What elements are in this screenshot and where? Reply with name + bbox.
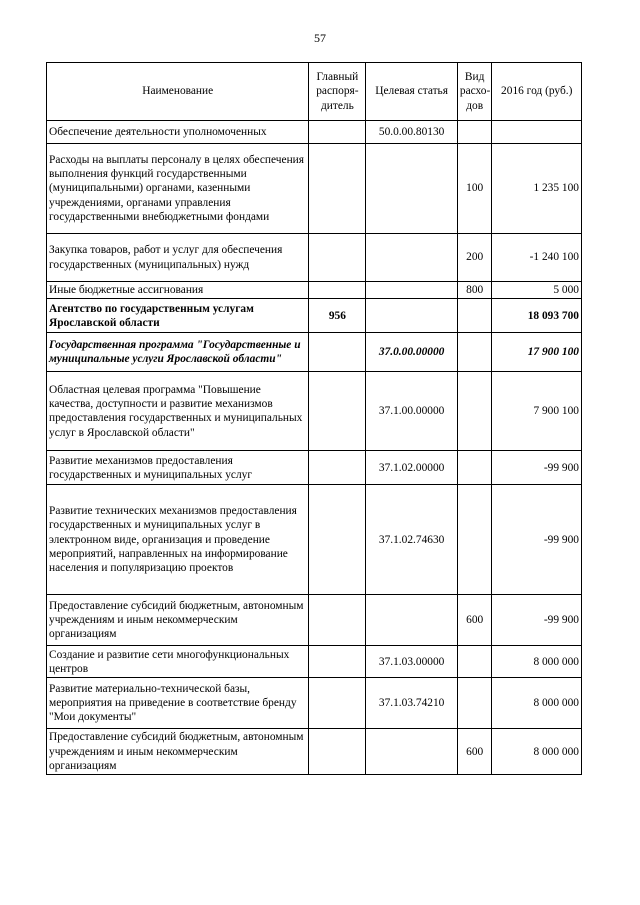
row-expense-type-cell (457, 485, 492, 595)
header-expense-type: Вид расхо-дов (457, 63, 492, 121)
row-administrator-cell (309, 646, 366, 678)
row-amount-cell: -99 900 (492, 451, 582, 485)
row-target-article-cell: 37.1.02.00000 (366, 451, 458, 485)
budget-table (46, 62, 582, 775)
table-row (47, 729, 582, 775)
row-target-article-cell (366, 144, 458, 234)
row-target-article-cell (366, 595, 458, 646)
row-target-article-cell (366, 282, 458, 299)
row-target-article-cell: 37.1.03.00000 (366, 646, 458, 678)
row-amount-cell: -99 900 (492, 595, 582, 646)
row-expense-type-cell (457, 333, 492, 372)
row-administrator-cell (309, 451, 366, 485)
row-name-cell: Создание и развитие сети многофункциональных центров (47, 646, 309, 678)
row-expense-type-cell (457, 372, 492, 451)
row-name-cell: Закупка товаров, работ и услуг для обеспечения государственных (муниципальных) нужд (47, 234, 309, 282)
row-expense-type-cell (457, 121, 492, 144)
row-target-article-cell: 50.0.00.80130 (366, 121, 458, 144)
row-name-cell: Иные бюджетные ассигнования (47, 282, 309, 299)
table-row (47, 595, 582, 646)
row-target-article-cell: 37.1.00.00000 (366, 372, 458, 451)
row-expense-type-cell: 100 (457, 144, 492, 234)
table-header-row (47, 63, 582, 121)
row-target-article-cell (366, 729, 458, 775)
table-row (47, 144, 582, 234)
row-amount-cell: 5 000 (492, 282, 582, 299)
row-target-article-cell: 37.1.03.74210 (366, 678, 458, 729)
row-administrator-cell (309, 678, 366, 729)
row-expense-type-cell: 200 (457, 234, 492, 282)
table-row (47, 646, 582, 678)
row-expense-type-cell: 600 (457, 595, 492, 646)
row-amount-cell: 8 000 000 (492, 678, 582, 729)
table-row (47, 282, 582, 299)
table-row (47, 372, 582, 451)
table-row (47, 451, 582, 485)
row-amount-cell: 1 235 100 (492, 144, 582, 234)
row-expense-type-cell (457, 678, 492, 729)
table-row (47, 234, 582, 282)
row-amount-cell: 8 000 000 (492, 646, 582, 678)
row-name-cell: Развитие технических механизмов предоставления государственных и муниципальных услуг в электронном виде, организация и проведение мероприятий, направленных на информирование населения и популяризацию проектов (47, 485, 309, 595)
row-administrator-cell (309, 282, 366, 299)
row-expense-type-cell: 800 (457, 282, 492, 299)
page-number: 57 (314, 31, 326, 45)
row-name-cell: Предоставление субсидий бюджетным, автономным учреждениям и иным некоммерческим организациям (47, 729, 309, 775)
header-name: Наименование (47, 63, 309, 121)
row-expense-type-cell: 600 (457, 729, 492, 775)
row-name-cell: Государственная программа "Государственные и муниципальные услуги Ярославской области" (47, 333, 309, 372)
row-amount-cell: 8 000 000 (492, 729, 582, 775)
row-target-article-cell (366, 234, 458, 282)
header-target-article: Целевая статья (366, 63, 458, 121)
table-row (47, 485, 582, 595)
row-target-article-cell: 37.0.00.00000 (366, 333, 458, 372)
row-administrator-cell (309, 372, 366, 451)
row-name-cell: Развитие механизмов предоставления государственных и муниципальных услуг (47, 451, 309, 485)
table-row (47, 299, 582, 333)
row-amount-cell: -1 240 100 (492, 234, 582, 282)
row-name-cell: Развитие материально-технической базы, мероприятия на приведение в соответствие бренду "Мои документы" (47, 678, 309, 729)
row-administrator-cell (309, 234, 366, 282)
row-expense-type-cell (457, 299, 492, 333)
row-amount-cell: 7 900 100 (492, 372, 582, 451)
table-row (47, 333, 582, 372)
row-target-article-cell: 37.1.02.74630 (366, 485, 458, 595)
row-amount-cell: 17 900 100 (492, 333, 582, 372)
row-amount-cell: 18 093 700 (492, 299, 582, 333)
row-administrator-cell: 956 (309, 299, 366, 333)
row-expense-type-cell (457, 646, 492, 678)
row-administrator-cell (309, 121, 366, 144)
row-name-cell: Расходы на выплаты персоналу в целях обеспечения выполнения функций государственными (муниципальными) органами, казенными учреждениями, органами управления государственными внебюджетными фондами (47, 144, 309, 234)
row-amount-cell: -99 900 (492, 485, 582, 595)
row-amount-cell (492, 121, 582, 144)
row-expense-type-cell (457, 451, 492, 485)
row-administrator-cell (309, 333, 366, 372)
row-administrator-cell (309, 595, 366, 646)
row-name-cell: Агентство по государственным услугам Ярославской области (47, 299, 309, 333)
header-amount: 2016 год (руб.) (492, 63, 582, 121)
table-row (47, 678, 582, 729)
row-name-cell: Обеспечение деятельности уполномоченных (47, 121, 309, 144)
row-administrator-cell (309, 485, 366, 595)
table-body (47, 121, 582, 775)
row-target-article-cell (366, 299, 458, 333)
header-administrator: Главный распоря-дитель (309, 63, 366, 121)
row-name-cell: Предоставление субсидий бюджетным, автономным учреждениям и иным некоммерческим организациям (47, 595, 309, 646)
row-name-cell: Областная целевая программа "Повышение качества, доступности и развитие механизмов предоставления государственных и муниципальных услуг в Ярославской области" (47, 372, 309, 451)
row-administrator-cell (309, 144, 366, 234)
row-administrator-cell (309, 729, 366, 775)
table-row (47, 121, 582, 144)
